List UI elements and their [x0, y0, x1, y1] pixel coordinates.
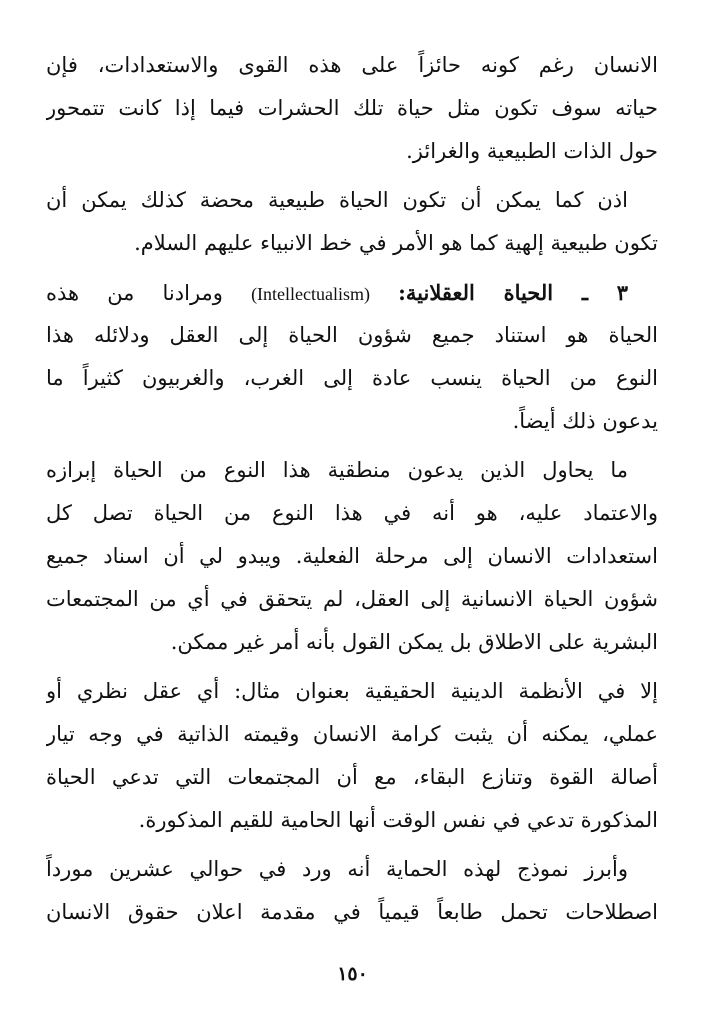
text-line: يدعون ذلك أيضاً. [512, 409, 658, 433]
text-line: حياته سوف تكون مثل حياة تلك الحشرات فيما إذا كانت تتمحور [46, 96, 658, 120]
section-heading-line [46, 271, 658, 314]
paragraph-5 [46, 670, 658, 842]
body-text [46, 44, 658, 940]
text-line: عملي، يمكنه أن يثبت كرامة الانسان وقيمته الذاتية في وجه تيار [46, 722, 658, 746]
page-number: ١٥٠ [337, 963, 368, 985]
paragraph-3 [46, 271, 658, 443]
section-heading: ٣ ـ الحياة العقلانية: [398, 280, 628, 305]
heading-line-rest: ومرادنا من هذه [46, 281, 223, 305]
text-line: المذكورة تدعي في نفس الوقت أنها الحامية للقيم المذكورة. [138, 808, 658, 832]
latin-term: (Intellectualism) [251, 284, 371, 304]
text-line: الانسان رغم كونه حائزاً على هذه القوى والاستعدادات، فإن [46, 53, 658, 77]
text-line: اصطلاحات تحمل طابعاً قيمياً في مقدمة اعلان حقوق الانسان [46, 900, 658, 924]
text-line: إلا في الأنظمة الدينية الحقيقية بعنوان مثال: أي عقل نظري أو [46, 679, 658, 703]
text-line: حول الذات الطبيعية والغرائز. [406, 139, 658, 163]
text-line: البشرية على الاطلاق بل يمكن القول بأنه أمر غير ممكن. [170, 630, 658, 654]
text-line: شؤون الحياة الانسانية إلى العقل، لم يتحقق في أي من المجتمعات [46, 587, 658, 611]
text-line: تكون طبيعية إلهية كما هو الأمر في خط الانبياء عليهم السلام. [134, 231, 658, 255]
text-line: الحياة هو استناد جميع شؤون الحياة إلى العقل ودلائله هذا [46, 323, 658, 347]
text-line: وأبرز نموذج لهذه الحماية أنه ورد في حوالي عشرين مورداً [46, 857, 628, 881]
text-line: استعدادات الانسان إلى مرحلة الفعلية. ويبدو لي أن اسناد جميع [46, 544, 658, 568]
paragraph-1 [46, 44, 658, 173]
paragraph-4 [46, 449, 658, 664]
text-line: والاعتماد عليه، هو أنه في هذا النوع من الحياة تصل كل [46, 501, 658, 525]
paragraph-2 [46, 179, 658, 265]
text-line: ما يحاول الذين يدعون منطقية هذا النوع من الحياة إبرازه [46, 458, 628, 482]
paragraph-6 [46, 848, 658, 934]
text-line: اذن كما يمكن أن تكون الحياة طبيعية محضة كذلك يمكن أن [46, 188, 628, 212]
text-line: النوع من الحياة ينسب عادة إلى الغرب، والغربيون كثيراً ما [46, 366, 658, 390]
text-line: أصالة القوة وتنازع البقاء، مع أن المجتمعات التي تدعي الحياة [46, 765, 658, 789]
